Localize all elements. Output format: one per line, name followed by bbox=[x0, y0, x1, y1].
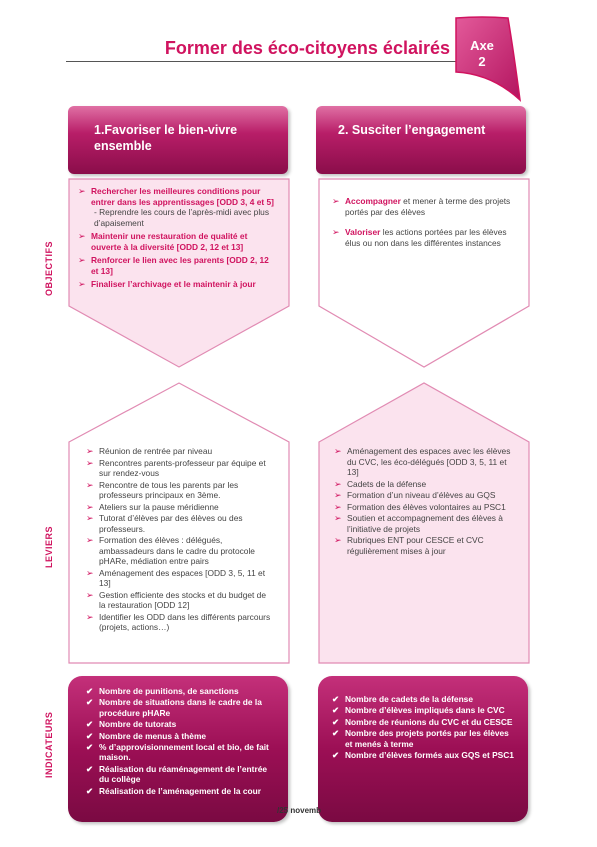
check-icon: ✔ bbox=[332, 728, 340, 739]
axe-label bbox=[452, 38, 512, 70]
arrow-bullet-icon: ➢ bbox=[86, 535, 94, 545]
list-item: ✔ Nombre d’élèves impliqués dans le CVC bbox=[332, 705, 505, 716]
list-item: ➢ Renforcer le lien avec les parents [ODD 2, 12 et 13] bbox=[78, 255, 269, 276]
list-item: ➢ Formation d’un niveau d’élèves au GQS bbox=[334, 490, 496, 500]
leviers-right-list bbox=[334, 446, 514, 557]
objectifs-right-list bbox=[332, 196, 518, 258]
axe-number: 2 bbox=[478, 54, 486, 69]
check-icon: ✔ bbox=[86, 763, 94, 774]
list-item: ✔ Nombre de punitions, de sanctions bbox=[86, 686, 239, 696]
title-underline bbox=[66, 61, 466, 62]
arrow-bullet-icon: ➢ bbox=[86, 457, 94, 468]
arrow-bullet-icon: ➢ bbox=[334, 513, 342, 523]
arrow-bullet-icon: ➢ bbox=[86, 589, 94, 600]
arrow-bullet-icon: ➢ bbox=[86, 611, 94, 622]
arrow-bullet-icon: ➢ bbox=[334, 478, 342, 489]
arrow-bullet-icon: ➢ bbox=[78, 279, 86, 289]
arrow-bullet-icon: ➢ bbox=[78, 255, 86, 265]
list-item: ✔ Nombre de cadets de la défense bbox=[332, 694, 473, 704]
list-item: ✔ Nombre de tutorats bbox=[86, 719, 177, 730]
list-item: ➢ Aménagement des espaces [ODD 3, 5, 11 et 13] bbox=[86, 567, 266, 588]
list-item: ➢ Maintenir une restauration de qualité et ouverte à la diversité [ODD 2, 12 et 13] bbox=[78, 231, 248, 252]
check-icon: ✔ bbox=[332, 694, 340, 704]
check-icon: ✔ bbox=[86, 730, 94, 741]
check-icon: ✔ bbox=[332, 750, 340, 761]
check-icon: ✔ bbox=[86, 785, 94, 796]
arrow-bullet-icon: ➢ bbox=[86, 501, 94, 512]
axe-word: Axe bbox=[470, 38, 494, 53]
list-item: ➢ Formation des élèves : délégués, ambassadeurs dans le cadre du protocole pHARe, médiation entre pairs bbox=[86, 535, 255, 566]
arrow-bullet-icon: ➢ bbox=[86, 513, 94, 523]
list-item: ✔ Nombre de situations dans le cadre de la procédure pHARe bbox=[86, 697, 262, 718]
column-heading-1: 1.Favoriser le bien-vivre ensemble bbox=[68, 106, 288, 174]
list-item: ✔ % d’approvisionnement local et bio, de fait maison. bbox=[86, 742, 269, 763]
list-item: ➢ Ateliers sur la pause méridienne bbox=[86, 501, 219, 512]
list-item: ➢ Soutien et accompagnement des élèves à l’initiative de projets bbox=[334, 513, 503, 534]
arrow-bullet-icon: ➢ bbox=[334, 490, 342, 500]
footer-date: /25 novemb bbox=[277, 806, 322, 815]
page-title: Former des éco-citoyens éclairés bbox=[164, 38, 450, 58]
list-item: ✔ Nombre de menus à thème bbox=[86, 730, 207, 741]
list-item: ➢ Accompagner et mener à terme des projets portés par des élèves bbox=[332, 196, 511, 217]
list-item: ➢ Rencontres parents-professeur par équipe et sur rendez-vous bbox=[86, 457, 266, 478]
check-icon: ✔ bbox=[332, 716, 340, 727]
list-item: ✔ Nombre des projets portés par les élèves et menés à terme bbox=[332, 728, 509, 749]
arrow-bullet-icon: ➢ bbox=[86, 567, 94, 578]
arrow-bullet-icon: ➢ bbox=[334, 501, 342, 512]
list-item: ➢ Aménagement des espaces avec les élèves du CVC, les éco-délégués [ODD 3, 5, 11 et 13] bbox=[334, 446, 511, 477]
list-item: ➢ Rechercher les meilleures conditions pour entrer dans les apprentissages [ODD 3, 4 et 5] - Reprendre les cours de l’après-midi avec plus d’apaisement bbox=[78, 186, 274, 228]
side-label-objectifs: OBJECTIFS bbox=[44, 240, 54, 296]
check-icon: ✔ bbox=[332, 705, 340, 716]
list-item: ➢ Valoriser les actions portées par les élèves élus ou non dans les différentes instances bbox=[332, 227, 507, 248]
list-item: ➢ Formation des élèves volontaires au PSC1 bbox=[334, 501, 506, 512]
list-item: ➢ Finaliser l’archivage et le maintenir à jour bbox=[78, 279, 256, 289]
check-icon: ✔ bbox=[86, 686, 94, 696]
list-item: ➢ Cadets de la défense bbox=[334, 478, 427, 489]
list-item: ➢ Rencontre de tous les parents par les professeurs principaux en 3ème. bbox=[86, 479, 239, 500]
list-item: ✔ Réalisation du réaménagement de l’entrée du collège bbox=[86, 763, 268, 785]
list-item: ✔ Nombre de réunions du CVC et du CESCE bbox=[332, 716, 513, 727]
side-label-indicateurs: INDICATEURS bbox=[44, 711, 54, 778]
check-icon: ✔ bbox=[86, 719, 94, 730]
list-item: ➢ Réunion de rentrée par niveau bbox=[86, 446, 213, 456]
list-item: ➢ Tutorat d’élèves par des élèves ou des professeurs. bbox=[86, 513, 243, 534]
list-item: ➢ Identifier les ODD dans les différents parcours (projets, actions…) bbox=[86, 611, 271, 632]
objectifs-left-list bbox=[78, 186, 274, 293]
arrow-bullet-icon: ➢ bbox=[332, 227, 340, 237]
arrow-bullet-icon: ➢ bbox=[78, 186, 86, 196]
leviers-left-list bbox=[86, 446, 272, 634]
arrow-bullet-icon: ➢ bbox=[78, 231, 86, 241]
check-icon: ✔ bbox=[86, 697, 94, 708]
column-heading-2: 2. Susciter l’engagement bbox=[316, 106, 526, 174]
list-item: ➢ Gestion efficiente des stocks et du budget de la restauration [ODD 12] bbox=[86, 589, 266, 610]
check-icon: ✔ bbox=[86, 742, 94, 753]
indicateurs-right-list bbox=[332, 694, 518, 761]
arrow-bullet-icon: ➢ bbox=[86, 446, 94, 456]
list-item: ➢ Rubriques ENT pour CESCE et CVC régulièrement mises à jour bbox=[334, 535, 484, 556]
indicateurs-left-list bbox=[86, 686, 276, 797]
list-item: ✔ Nombre d’élèves formés aux GQS et PSC1 bbox=[332, 750, 514, 761]
arrow-bullet-icon: ➢ bbox=[332, 196, 340, 206]
arrow-bullet-icon: ➢ bbox=[334, 535, 342, 545]
list-item: ✔ Réalisation de l’aménagement de la cour bbox=[86, 785, 261, 796]
side-label-leviers: LEVIERS bbox=[44, 525, 54, 568]
arrow-bullet-icon: ➢ bbox=[334, 446, 342, 456]
arrow-bullet-icon: ➢ bbox=[86, 479, 94, 490]
